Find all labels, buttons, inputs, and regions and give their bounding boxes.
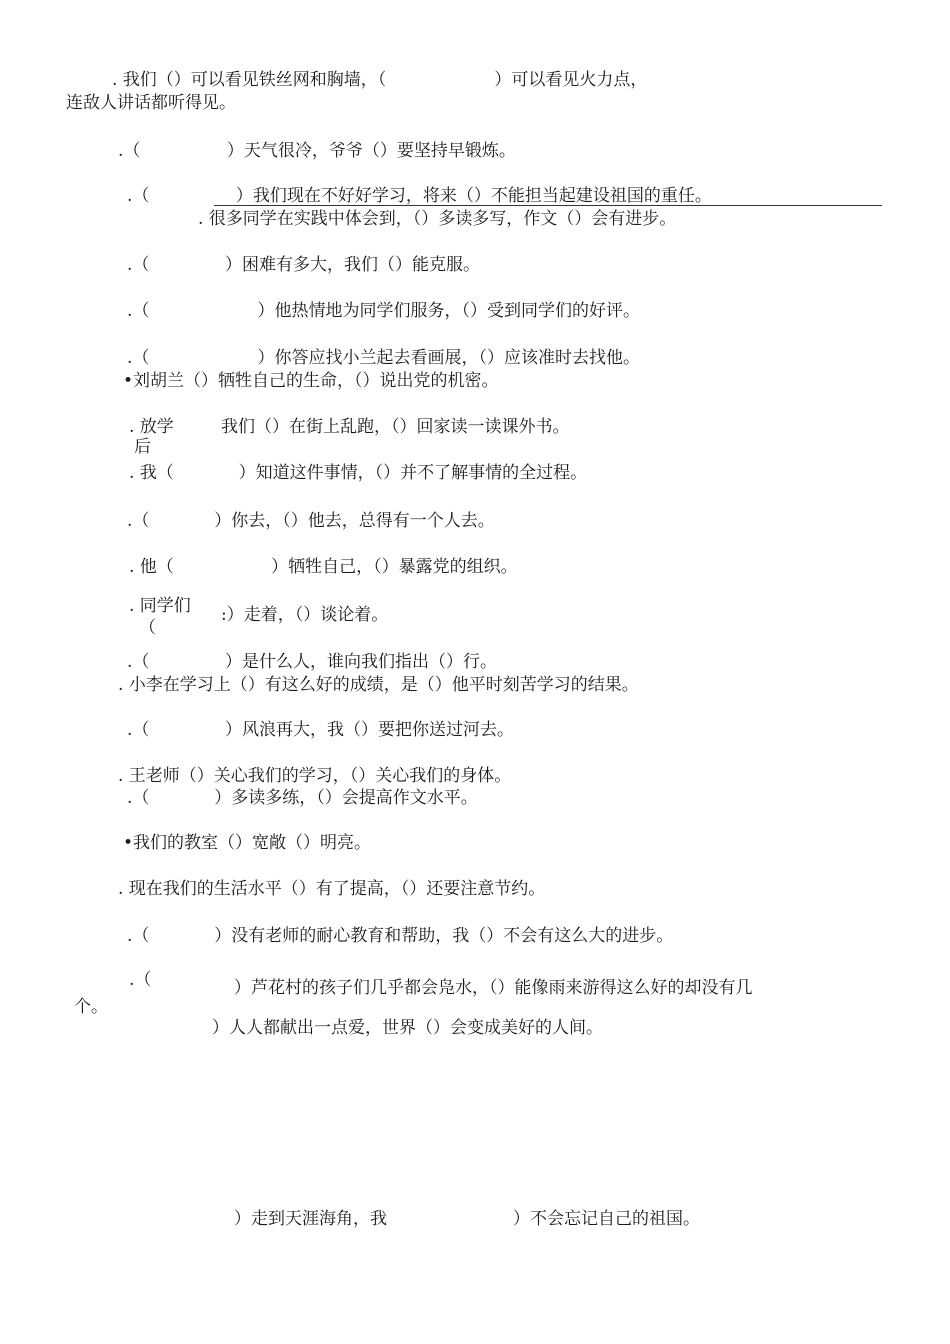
sentence-20: . 现在我们的生活水平（）有了提高，（）还要注意节约。 (118, 879, 546, 899)
sentence-24-part-1: ）走到天涯海角，我 (234, 1209, 387, 1229)
sentence-2: .（ ）天气很冷，爷爷（）要坚持早锻炼。 (118, 141, 516, 161)
sentence-4: . 很多同学在实践中体会到，（）多读多写，作文（）会有进步。 (198, 209, 677, 229)
sentence-1-line-2: 连敌人讲话都听得见。 (66, 93, 236, 113)
sentence-8: •刘胡兰（）牺牲自己的生命，（）说出党的机密。 (123, 371, 499, 391)
sentence-16: .（ ）风浪再大，我（）要把你送过河去。 (127, 720, 515, 740)
sentence-1-line-1: . 我们（）可以看见铁丝网和胸墙，（ ）可以看见火力点， (112, 70, 648, 90)
underline-rule (214, 205, 882, 206)
sentence-13: :）走着，（）谈论着。 (221, 605, 389, 625)
sentence-21: .（ ）没有老师的耐心教育和帮助，我（）不会有这么大的进步。 (127, 926, 674, 946)
sentence-9: 我们（）在街上乱跑，（）回家读一读课外书。 (221, 417, 570, 437)
sentence-15: . 小李在学习上（）有这么好的成绩，是（）他平时刻苦学习的结果。 (118, 675, 639, 695)
sentence-17: . 王老师（）关心我们的学习，（）关心我们的身体。 (118, 766, 512, 786)
sentence-22-line-1: ）芦花村的孩子们几乎都会凫水，（）能像雨来游得这么好的却没有几 (234, 978, 753, 998)
sentence-12: . 他（ ）牺牲自己，（）暴露党的组织。 (129, 557, 518, 577)
sentence-19: •我们的教室（）宽敞（）明亮。 (123, 833, 372, 853)
sentence-22-prefix: .（ (129, 970, 152, 990)
sentence-24-part-2: ）不会忘记自己的祖国。 (513, 1209, 700, 1229)
sentence-3: .（ ）我们现在不好好学习，将来（）不能担当起建设祖国的重任。 (127, 186, 712, 206)
sentence-13-prefix: . 同学们 (129, 596, 191, 616)
sentence-9-prefix-overflow: 后 (134, 437, 151, 457)
sentence-10: . 我（ ）知道这件事情，（）并不了解事情的全过程。 (129, 463, 588, 483)
sentence-14: .（ ）是什么人，谁向我们指出（）行。 (127, 652, 498, 672)
sentence-11: .（ ）你去，（）他去，总得有一个人去。 (127, 511, 495, 531)
sentence-18: .（ ）多读多练，（）会提高作文水平。 (127, 788, 478, 808)
sentence-9-prefix: . 放学 (129, 417, 174, 437)
sentence-23: ）人人都献出一点爱，世界（）会变成美好的人间。 (212, 1018, 603, 1038)
sentence-22-line-2: 个。 (74, 997, 108, 1017)
sentence-13-paren: （ (139, 618, 156, 638)
sentence-7: .（ ）你答应找小兰起去看画展，（）应该准时去找他。 (127, 348, 640, 368)
sentence-6: .（ ）他热情地为同学们服务，（）受到同学们的好评。 (127, 301, 640, 321)
sentence-5: .（ ）困难有多大，我们（）能克服。 (127, 255, 481, 275)
